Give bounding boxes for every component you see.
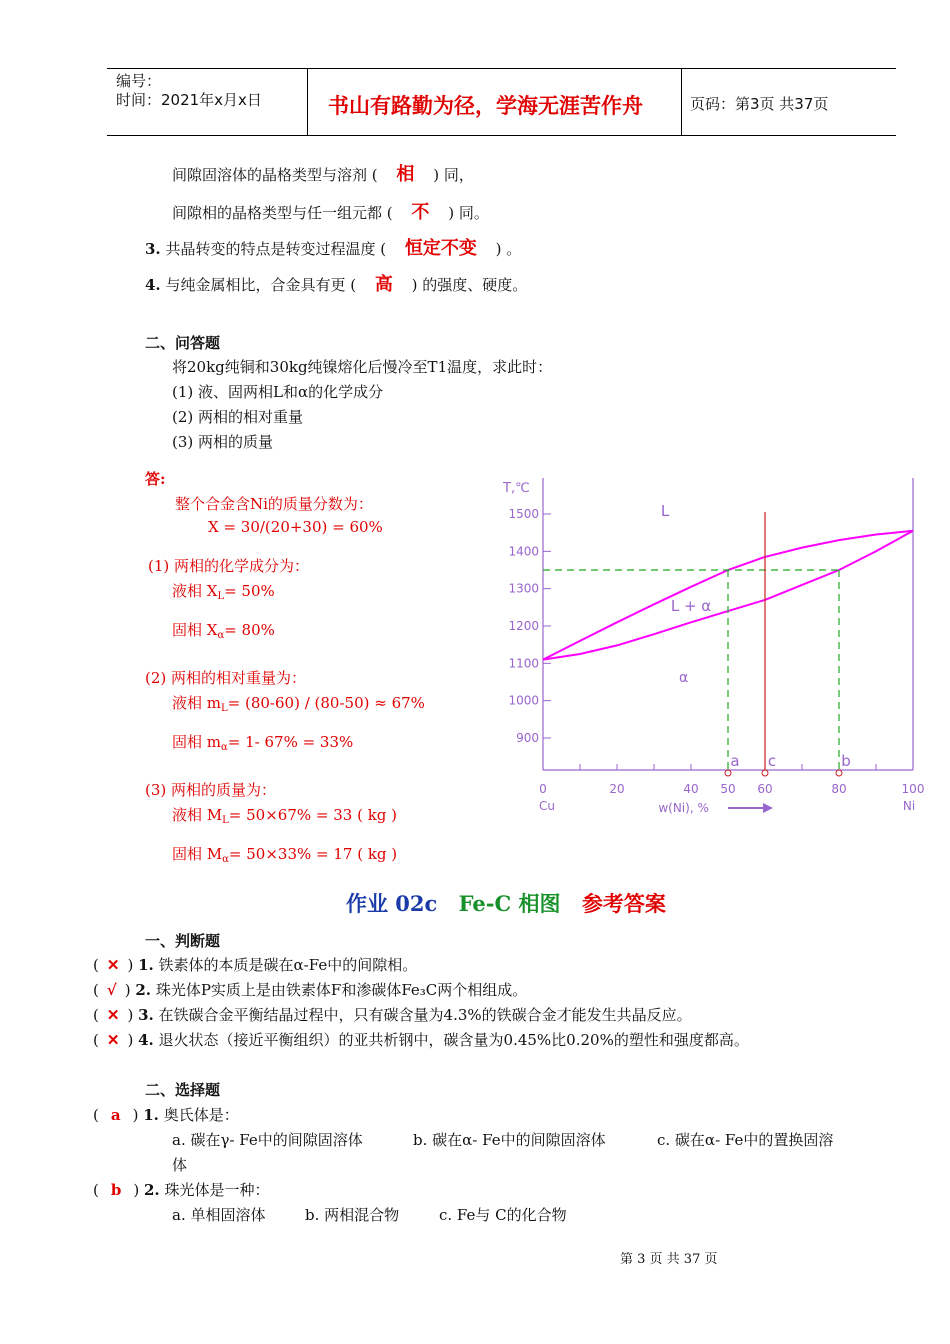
mc-question-2: ( b ) 2. 珠光体是一种： — [93, 1181, 270, 1199]
header-code: 编号： — [116, 72, 162, 90]
header-divider-1 — [307, 68, 308, 136]
mc-heading: 二、选择题 — [145, 1081, 221, 1099]
fill-answer-2: 不 — [411, 202, 430, 223]
region-label-liquid: L — [660, 501, 670, 520]
tf-item: ( ✕ ) 4. 退火状态（接近平衡组织）的亚共析钢中，碳含量为0.45%比0.20%的塑性和强度都高。 — [93, 1031, 749, 1049]
mc-q1-option-c: c. 碳在α- Fe中的置换固溶 — [657, 1131, 834, 1149]
qa-heading: 二、问答题 — [145, 334, 221, 352]
mc-q1-option-b: b. 碳在α- Fe中的间隙固溶体 — [413, 1131, 606, 1149]
y-axis-label: T,℃ — [503, 481, 530, 496]
answer-part1-title: (1) 两相的化学成分为： — [148, 557, 310, 575]
point-label-a: a — [730, 752, 740, 770]
fill-answer-3: 恒定不变 — [404, 238, 477, 259]
tf-mark: ✕ — [106, 1006, 120, 1024]
answer-part2-solid: 固相 $m_\alpha= 1-$ 67% = 33% — [172, 733, 354, 753]
fill-answer-4: 高 — [374, 274, 393, 295]
y-tick-label: 1300 — [508, 581, 539, 596]
tf-item: ( ✕ ) 1. 铁素体的本质是碳在α-Fe中的间隙相。 — [93, 956, 418, 974]
x-tick-label: 0 — [539, 782, 547, 796]
mc-question-1: ( a ) 1. 奥氏体是： — [93, 1106, 239, 1124]
fill-answer-1: 相 — [396, 164, 415, 185]
mc-answer-1: a — [110, 1106, 121, 1124]
tf-mark: √ — [106, 981, 117, 999]
answer-part2-title: (2) 两相的相对重量为： — [145, 669, 307, 687]
region-label-two-phase: L + α — [670, 597, 712, 616]
header-top-border — [107, 68, 896, 69]
qa-item-3: (3) 两相的质量 — [172, 433, 274, 451]
y-tick-label: 900 — [516, 731, 539, 745]
answer-part3-liquid: 液相 $M_L= 50\times 67\% = 33$ ( kg ) — [172, 806, 398, 826]
header-bottom-border — [107, 135, 896, 136]
mc-q2-option-a: a. 单相固溶体 — [172, 1206, 266, 1224]
answer-intro: 整个合金含Ni的质量分数为： — [175, 495, 373, 513]
qa-item-1: (1) 液、固两相L和α的化学成分 — [172, 383, 384, 401]
x-tick-label: 100 — [901, 782, 925, 796]
qa-prompt: 将20kg纯铜和30kg纯镍熔化后慢冷至T1温度，求此时： — [172, 358, 553, 376]
answer-part2-liquid: 液相 $m_L= (80-60) / (80-50) \approx 67\%$ — [172, 694, 425, 714]
header-page-info: 页码：第3页 共37页 — [690, 95, 829, 113]
answer-formula: X = 30/(20+30) = 60% — [208, 518, 383, 536]
answer-part1-liquid: 液相 $X_L= 50\%$ — [172, 582, 275, 602]
mc-q1-option-a: a. 碳在γ- Fe中的间隙固溶体 — [172, 1131, 363, 1149]
answer-part1-solid: 固相 $X_\alpha= 80\%$ — [172, 621, 275, 641]
composition-marker — [762, 770, 768, 776]
y-tick-label: 1000 — [508, 693, 539, 708]
answer-part3-title: (3) 两相的质量为： — [145, 781, 277, 799]
tf-heading: 一、判断题 — [145, 932, 221, 950]
x-tick-label: 50 — [720, 782, 736, 796]
hw-title: 作业 02c Fe-C 相图 参考答案 — [346, 891, 666, 916]
tf-mark: ✕ — [106, 1031, 120, 1049]
arrow-head — [763, 803, 773, 813]
x-tick-label: 40 — [683, 782, 699, 796]
fill-line-1: 间隙固溶体的晶格类型与溶剂 ( 相 ) 同， — [172, 160, 474, 186]
fill-line-2: 间隙相的晶格类型与任一组元都 ( 不 ) 同。 — [172, 198, 489, 224]
x-axis-label: w(Ni), % — [658, 801, 709, 815]
header-motto: 书山有路勤为径，学海无涯苦作舟 — [328, 94, 643, 118]
x-left-label: Cu — [539, 799, 555, 813]
composition-marker — [725, 770, 731, 776]
point-label-c: c — [767, 752, 777, 770]
cu-ni-phase-diagram — [495, 470, 935, 820]
tf-item: ( ✕ ) 3. 在铁碳合金平衡结晶过程中，只有碳含量为4.3%的铁碳合金才能发生共晶反应。 — [93, 1006, 692, 1024]
y-tick-label: 1200 — [508, 619, 539, 633]
x-tick-label: 20 — [609, 782, 625, 796]
answer-part3-solid: 固相 $M_\alpha= 50\times 33\% = 17$ ( kg ) — [172, 845, 398, 865]
header-divider-2 — [681, 68, 682, 136]
composition-marker — [836, 770, 842, 776]
fill-question-3: 3. 共晶转变的特点是转变过程温度 ( 恒定不变 ) 。 — [145, 234, 521, 260]
qa-item-2: (2) 两相的相对重量 — [172, 408, 304, 426]
point-label-b: b — [841, 752, 851, 770]
x-tick-label: 60 — [757, 782, 773, 796]
mc-q2-option-b: b. 两相混合物 — [305, 1206, 400, 1224]
header-time: 时间：2021年x月x日 — [116, 91, 262, 109]
region-label-alpha: α — [678, 670, 689, 686]
y-tick-label: 1500 — [508, 507, 539, 521]
x-right-label: Ni — [902, 799, 916, 813]
tf-mark: ✕ — [106, 956, 120, 974]
mc-answer-2: b — [110, 1181, 122, 1199]
answer-label: 答: — [145, 470, 166, 488]
page-footer: 第 3 页 共 37 页 — [620, 1252, 718, 1267]
y-tick-label: 1100 — [508, 656, 539, 671]
mc-q1-option-c-wrap: 体 — [172, 1156, 188, 1174]
mc-q2-option-c: c. Fe与 C的化合物 — [439, 1206, 567, 1224]
fill-question-4: 4. 与纯金属相比，合金具有更 ( 高 ) 的强度、硬度。 — [145, 270, 527, 296]
y-tick-label: 1400 — [508, 544, 539, 559]
x-tick-label: 80 — [831, 782, 847, 796]
tf-item: ( √ ) 2. 珠光体P实质上是由铁素体F和渗碳体Fe₃C两个相组成。 — [93, 981, 528, 999]
